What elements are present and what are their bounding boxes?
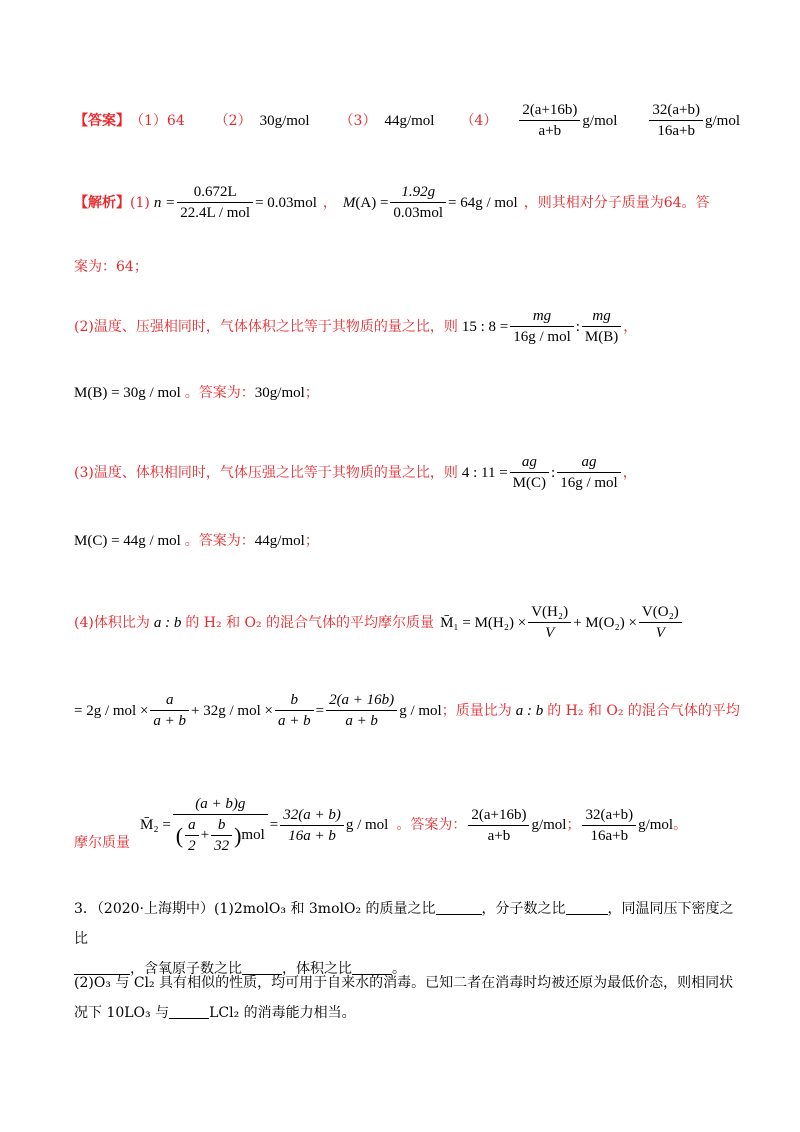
q3-line1: 3．（2020·上海期中）(1)2molO₃ 和 3molO₂ 的质量之比 — [74, 901, 436, 917]
answer-part3-label: （3） — [339, 112, 377, 129]
analysis-part1-tail: ，则其相对分子质量为64。答 — [523, 194, 710, 211]
fraction-a-over-ab — [150, 690, 189, 731]
q3-line2-c: ，体积之比 — [282, 961, 352, 977]
answer-part4-fraction-1 — [519, 100, 580, 141]
ratio-fraction-2 — [557, 452, 621, 493]
answer-part2-label: （2） — [214, 112, 252, 129]
mass-ratio: a : b — [515, 702, 544, 719]
ratio-fraction-2 — [582, 306, 621, 347]
fraction-denominator: 16a+b — [590, 827, 629, 844]
fraction-numerator: mg — [510, 306, 574, 327]
q3-line4-a: 况下 10LO₃ 与 — [74, 1005, 170, 1021]
fraction-denominator: 16a+b — [657, 123, 695, 139]
line3-label: 摩尔质量 — [74, 835, 130, 851]
fraction-numerator: 32(a+b) — [582, 805, 636, 826]
line3-eq: = — [269, 817, 279, 833]
molar-mass-a-result: = 64g / mol — [448, 194, 518, 211]
analysis-label: 【解析】 — [74, 194, 130, 211]
fraction-denominator: M(C) — [512, 475, 547, 491]
answer-prefix: 。答案为： — [184, 533, 255, 549]
line2-tail-a: ；质量比为 — [441, 702, 512, 719]
fraction-numerator: ag — [557, 452, 621, 473]
mean-molar-mass-1: M̄₁ = M(H₂) × — [440, 614, 527, 631]
blank-molecule-ratio — [566, 913, 608, 915]
answer-unit-2: g/mol — [638, 817, 674, 833]
analysis-part1: 【解析】 (1) n = $\frac{0.672L}{\text{22.4L / mol}}$ = 0.03mol ， M(A) = $\frac{1.92g}{\text{0.03mol}}$ = 64g / mol ，则其相对分子质量为64。答 — [74, 184, 710, 221]
q3-line3: (2)O₃ 与 Cl₂ 具有相似的性质，均可用于自来水的消毒。已知二者在消毒时均被还原为最低价态，则相同状 — [74, 975, 734, 991]
analysis-part4-text-a: (4)体积比为 — [74, 614, 150, 631]
ratio-fraction-1 — [510, 452, 549, 493]
answer-fraction-1 — [468, 805, 529, 846]
fraction-denominator: 16a + b — [288, 827, 336, 844]
inner-unit: mol — [241, 826, 265, 843]
line2-eq: = — [315, 702, 325, 719]
fraction-denominator: M(B) — [584, 329, 619, 345]
answer-part3-value: 44g/mol — [384, 112, 435, 129]
line2-plus: + 32g / mol × — [191, 702, 273, 719]
line3-answer-prefix: 。答案为： — [396, 817, 467, 833]
fraction-numerator: (a + b)g — [173, 794, 268, 815]
q3-line2-b: ，含氧原子数之比 — [130, 961, 242, 977]
fraction-numerator: 2(a+16b) — [519, 100, 580, 121]
line2-unit: g / mol — [399, 702, 442, 719]
answer-part1: （1）64 — [130, 112, 185, 129]
analysis-part4-line1 — [74, 602, 740, 643]
volume-fraction-h2 — [528, 602, 571, 643]
q3-line2-d: 。 — [392, 961, 406, 977]
answer-part2-value: 30g/mol — [259, 112, 310, 129]
fraction-b-over-ab — [275, 690, 314, 731]
fraction-numerator: b — [275, 690, 314, 711]
answer-label: 【答案】 — [74, 112, 130, 129]
line2-tail-b: 的 H₂ 和 O₂ 的混合气体的平均 — [547, 702, 740, 719]
answer-unit-1: g/mol — [531, 817, 567, 833]
molar-mass-c: M(C) = 44g / mol — [74, 533, 181, 549]
ratio-fraction-1 — [510, 306, 574, 347]
fraction-denominator: ( $\frac{a}{2}$ + $\frac{b}{32}$ )mol — [175, 817, 265, 854]
fraction-denominator: a + b — [277, 713, 311, 729]
fraction-numerator: ag — [510, 452, 549, 473]
fraction-denominator: 0.03mol — [393, 205, 444, 221]
mean-molar-mass-2: M̄₂ = — [140, 817, 171, 833]
analysis-part3-text: (3)温度、体积相同时，气体压强之比等于其物质的量之比，则 — [74, 464, 458, 481]
fraction-numerator: V(H₂) — [528, 602, 571, 623]
fraction-numerator: a — [150, 690, 189, 711]
line3-unit: g / mol — [345, 817, 389, 833]
volume-ratio: a : b — [153, 614, 182, 631]
fraction-denominator: V — [655, 625, 665, 641]
fraction-numerator: 2(a + 16b) — [326, 690, 397, 711]
molar-mass-a-fraction — [390, 182, 446, 223]
fraction-numerator: mg — [582, 306, 621, 327]
answer-sep: ； — [566, 817, 581, 833]
analysis-part4-line3 — [74, 794, 740, 856]
fraction-denominator: V — [545, 625, 555, 641]
fraction-denominator: 16g / mol — [560, 475, 618, 491]
answer-line — [74, 100, 740, 141]
moles-result: = 0.03mol — [255, 194, 317, 211]
fraction-numerator: 2(a+16b) — [468, 805, 529, 826]
analysis-part4-line2 — [74, 690, 740, 731]
analysis-part3: (3)温度、体积相同时，气体压强之比等于其物质的量之比，则 4 : 11 = $\frac{ag}{M(C)}$ : $\frac{ag}{\text{16g / mol}}$ ， — [74, 454, 637, 491]
answer-value: 44g/mol — [254, 533, 305, 549]
fraction-line3-result — [280, 805, 344, 846]
answer-part4-label: （4） — [460, 112, 498, 129]
analysis-part2-result: M(B) = 30g / mol 。答案为： 30g/mol ； — [74, 385, 319, 401]
inner-numerator-b: b — [211, 815, 232, 836]
analysis-part2: (2)温度、压强相同时，气体体积之比等于其物质的量之比，则 15 : 8 = $\frac{mg}{\text{16g / mol}}$ : $\frac{mg}{M(B)}$ ， — [74, 308, 638, 345]
q3-line1-b: ，分子数之比 — [481, 901, 566, 917]
analysis-part1-prefix: (1) — [130, 194, 150, 211]
inner-denominator-32: 32 — [214, 838, 230, 854]
analysis-part1-tail2: 案为：64； — [74, 259, 148, 275]
q3-line1-c: ，同温同压下密度之比 — [74, 901, 734, 947]
fraction-numerator: 1.92g — [390, 182, 446, 203]
fraction-numerator: V(O₂) — [639, 602, 682, 623]
answer-unit-1: g/mol — [582, 112, 618, 129]
analysis-part4-text-b: 的 H₂ 和 O₂ 的混合气体的平均摩尔质量 — [185, 614, 435, 631]
fraction-mean-molar-mass-2 — [173, 794, 268, 856]
fraction-denominator: 22.4L / mol — [180, 205, 251, 221]
fraction-denominator: a + b — [345, 713, 378, 729]
fraction-denominator: a+b — [538, 123, 562, 139]
fraction-denominator: 16g / mol — [513, 329, 571, 345]
answer-value: 30g/mol — [254, 385, 305, 401]
blank-cl2-volume — [169, 1017, 209, 1019]
moles-fraction — [177, 182, 253, 223]
molar-mass-b: M(B) = 30g / mol — [74, 385, 181, 401]
analysis-part3-result: M(C) = 44g / mol 。答案为： 44g/mol ； — [74, 533, 319, 549]
fraction-denominator: a+b — [487, 827, 511, 844]
fraction-numerator: 32(a + b) — [280, 805, 344, 826]
ratio-15-8: 15 : 8 = — [461, 318, 509, 335]
inner-denominator-2: 2 — [188, 838, 196, 854]
fraction-numerator: 0.672L — [177, 182, 253, 203]
fraction-numerator: 32(a+b) — [649, 100, 703, 121]
fraction-result — [326, 690, 397, 731]
ratio-4-11: 4 : 11 = — [461, 464, 508, 481]
question-3-part2 — [74, 968, 740, 1028]
answer-prefix: 。答案为： — [184, 385, 255, 401]
volume-fraction-o2 — [639, 602, 682, 643]
answer-part4-fraction-2 — [649, 100, 703, 141]
plus-m-o2: + M(O₂) × — [573, 614, 637, 631]
fraction-denominator: a + b — [153, 713, 187, 729]
line2-start: = 2g / mol × — [74, 702, 149, 719]
answer-unit-2: g/mol — [704, 112, 740, 129]
answer-end: 。 — [673, 817, 688, 833]
q3-line4-b: LCl₂ 的消毒能力相当。 — [209, 1005, 356, 1021]
blank-mass-ratio — [436, 913, 482, 915]
analysis-part2-text: (2)温度、压强相同时，气体体积之比等于其物质的量之比，则 — [74, 318, 458, 335]
answer-fraction-2 — [582, 805, 636, 846]
inner-numerator-a: a — [185, 815, 199, 836]
